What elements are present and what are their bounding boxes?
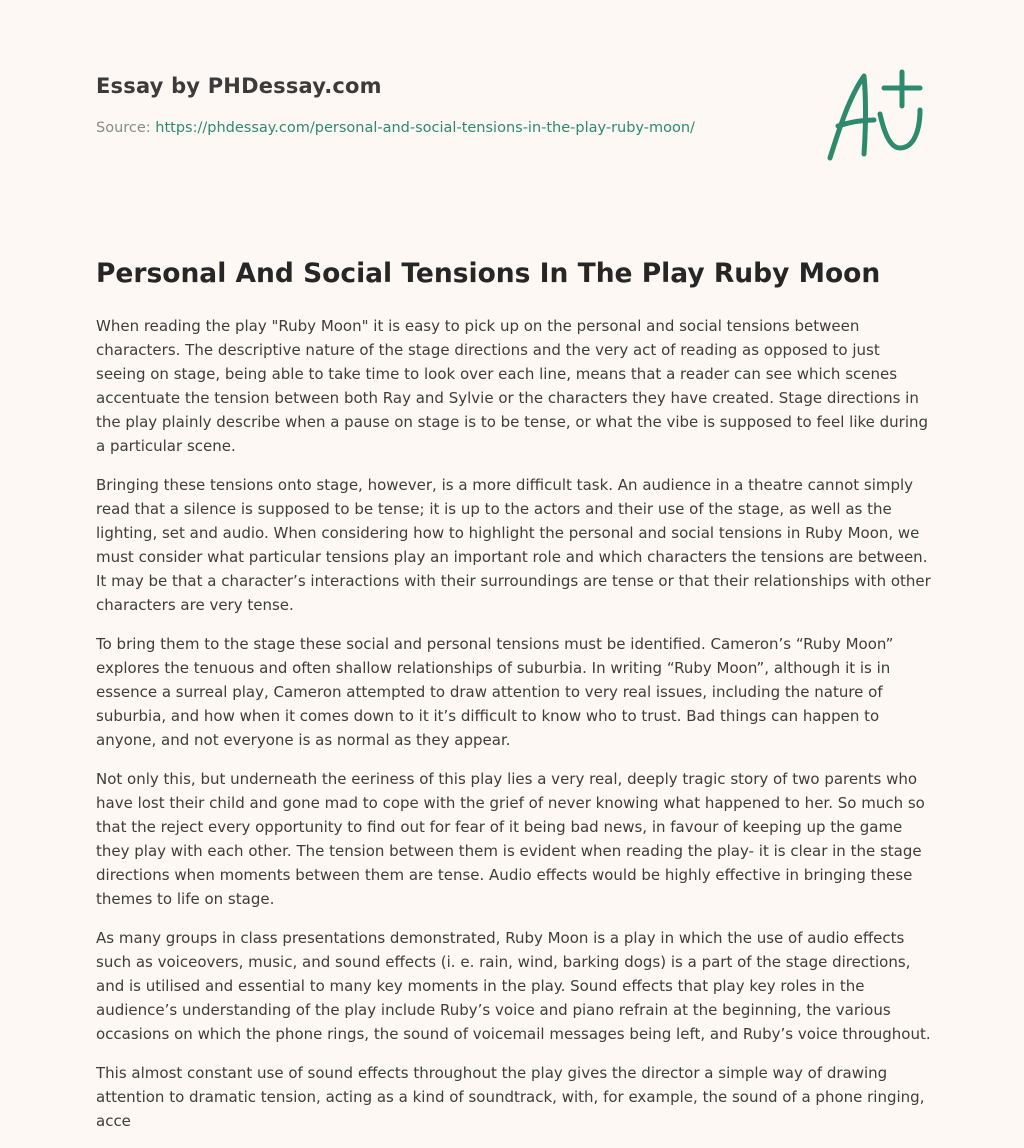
essay-body bbox=[96, 314, 932, 1148]
paragraph: To bring them to the stage these social and personal tensions must be identified. Cameron’s “Ruby Moon” explores the tenuous and often shallow relationships of suburbia. In writing “Ruby Moon”, although it is in essence a surreal play, Cameron attempted to draw attention to very real issues, including the nature of suburbia, and how when it comes down to it it’s difficult to know who to trust. Bad things can happen to anyone, and not everyone is as normal as they appear. bbox=[96, 635, 894, 749]
paragraph: As many groups in class presentations demonstrated, Ruby Moon is a play in which the use of audio effects such as voiceovers, music, and sound effects (i. e. rain, wind, barking dogs) is a part of the stage directions, and is utilised and essential to many key moments in the play. Sound effects that play key roles in the audience’s understanding of the play include Ruby’s voice and piano refrain at the beginning, the various occasions on which the phone rings, the sound of voicemail messages being left, and Ruby’s voice throughout. bbox=[96, 929, 931, 1043]
source-link[interactable]: https://phdessay.com/personal-and-social-tensions-in-the-play-ruby-moon/ bbox=[155, 120, 695, 136]
paragraph: Not only this, but underneath the eeriness of this play lies a very real, deeply tragic story of two parents who have lost their child and gone mad to cope with the grief of never knowing what happened to her. So much so that the reject every opportunity to find out for fear of it being bad news, in favour of keeping up the game they play with each other. The tension between them is evident when reading the play- it is clear in the stage directions when moments between them are tense. Audio effects would be highly effective in bringing these themes to life on stage. bbox=[96, 770, 925, 908]
paragraph: This almost constant use of sound effects throughout the play gives the director a simple way of drawing attention to dramatic tension, acting as a kind of soundtrack, with, for example, the sound of a phone ringing, acce bbox=[96, 1064, 925, 1130]
paragraph: When reading the play "Ruby Moon" it is easy to pick up on the personal and social tensions between characters. The descriptive nature of the stage directions and the very act of reading as opposed to just seeing on stage, being able to take time to look over each line, means that a reader can see which scenes accentuate the tension between both Ray and Sylvie or the characters they have created. Stage directions in the play plainly describe when a pause on stage is to be tense, or what the vibe is supposed to feel like during a particular scene. bbox=[96, 317, 929, 455]
page-title: Personal And Social Tensions In The Play Ruby Moon bbox=[96, 258, 881, 289]
brand-title: Essay by PHDessay.com bbox=[96, 74, 382, 98]
paragraph: Bringing these tensions onto stage, however, is a more difficult task. An audience in a theatre cannot simply read that a silence is supposed to be tense; it is up to the actors and their use of the stage, as well as the lighting, set and audio. When considering how to highlight the personal and social tensions in Ruby Moon, we must consider what particular tensions play an important role and which characters the tensions are between. It may be that a character’s interactions with their surroundings are tense or that their relationships with other characters are very tense. bbox=[96, 476, 931, 614]
source-label: Source: bbox=[96, 120, 151, 136]
a-plus-grade-icon bbox=[820, 66, 930, 166]
page-header bbox=[96, 74, 796, 136]
source-line bbox=[96, 120, 796, 136]
